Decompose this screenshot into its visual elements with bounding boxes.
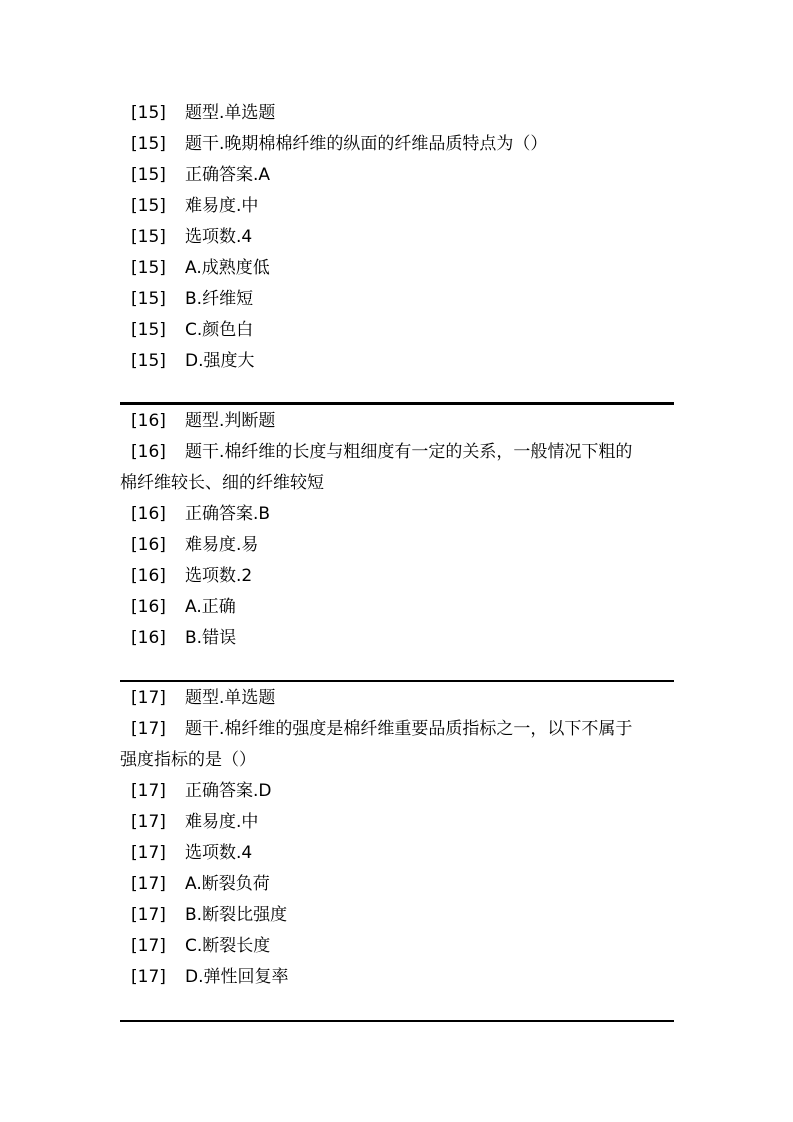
option-count-line [120,561,674,592]
question-number: [17] [131,967,166,987]
question-type: 题型.单选题 [185,103,276,123]
question-number: [15] [131,320,166,340]
question-stem-block [120,437,674,499]
difficulty: 难易度.易 [185,535,259,555]
question-type: 题型.单选题 [185,688,276,708]
question-type-line [120,683,674,714]
answer-line [120,499,674,530]
option-count: 选项数.4 [185,843,253,863]
option-d: D.弹性回复率 [185,967,289,987]
question-number: [17] [131,905,166,925]
option-line [120,869,674,900]
question-16 [120,406,674,654]
difficulty: 难易度.中 [185,196,259,216]
option-count-line [120,222,674,253]
option-a: A.成熟度低 [185,258,270,278]
question-stem-line [120,129,674,160]
option-line [120,931,674,962]
option-line [120,623,674,654]
section-divider [120,680,674,682]
question-number: [15] [131,196,166,216]
option-count: 选项数.2 [185,566,253,586]
question-number: [17] [131,874,166,894]
question-stem-continued: 棉纤维较长、细的纤维较短 [120,473,324,493]
question-stem-block [120,714,674,776]
question-type-line [120,406,674,437]
question-type-line [120,98,674,129]
question-number: [15] [131,258,166,278]
question-number: [16] [131,628,166,648]
question-number: [15] [131,289,166,309]
question-number: [16] [131,597,166,617]
option-b: B.错误 [185,628,237,648]
question-number: [16] [131,442,166,462]
question-number: [15] [131,103,166,123]
option-line [120,900,674,931]
difficulty: 难易度.中 [185,812,259,832]
question-number: [15] [131,227,166,247]
section-divider [120,1020,674,1022]
difficulty-line [120,807,674,838]
answer-line [120,160,674,191]
option-b: B.纤维短 [185,289,254,309]
section-divider [120,402,674,405]
answer-line [120,776,674,807]
option-line [120,315,674,346]
question-number: [15] [131,134,166,154]
question-15 [120,98,674,377]
option-b: B.断裂比强度 [185,905,288,925]
option-count-line [120,838,674,869]
option-line [120,346,674,377]
question-number: [16] [131,535,166,555]
question-number: [17] [131,843,166,863]
question-number: [17] [131,688,166,708]
question-stem: 题干.晚期棉棉纤维的纵面的纤维品质特点为（） [185,134,548,154]
question-number: [17] [131,936,166,956]
question-number: [16] [131,504,166,524]
option-a: A.断裂负荷 [185,874,270,894]
option-line [120,592,674,623]
option-line [120,962,674,993]
question-number: [17] [131,781,166,801]
correct-answer: 正确答案.D [185,781,272,801]
option-line [120,253,674,284]
question-17 [120,683,674,993]
question-number: [17] [131,812,166,832]
question-type: 题型.判断题 [185,411,276,431]
question-number: [15] [131,351,166,371]
correct-answer: 正确答案.B [185,504,271,524]
question-number: [16] [131,411,166,431]
question-number: [16] [131,566,166,586]
question-number: [15] [131,165,166,185]
option-d: D.强度大 [185,351,255,371]
question-stem: 题干.棉纤维的长度与粗细度有一定的关系，一般情况下粗的 [185,442,633,462]
question-stem: 题干.棉纤维的强度是棉纤维重要品质指标之一，以下不属于 [185,719,633,739]
option-count: 选项数.4 [185,227,253,247]
option-a: A.正确 [185,597,236,617]
option-c: C.颜色白 [185,320,254,340]
difficulty-line [120,191,674,222]
option-line [120,284,674,315]
option-c: C.断裂长度 [185,936,271,956]
difficulty-line [120,530,674,561]
question-stem-continued: 强度指标的是（） [120,750,256,770]
correct-answer: 正确答案.A [185,165,271,185]
question-number: [17] [131,719,166,739]
